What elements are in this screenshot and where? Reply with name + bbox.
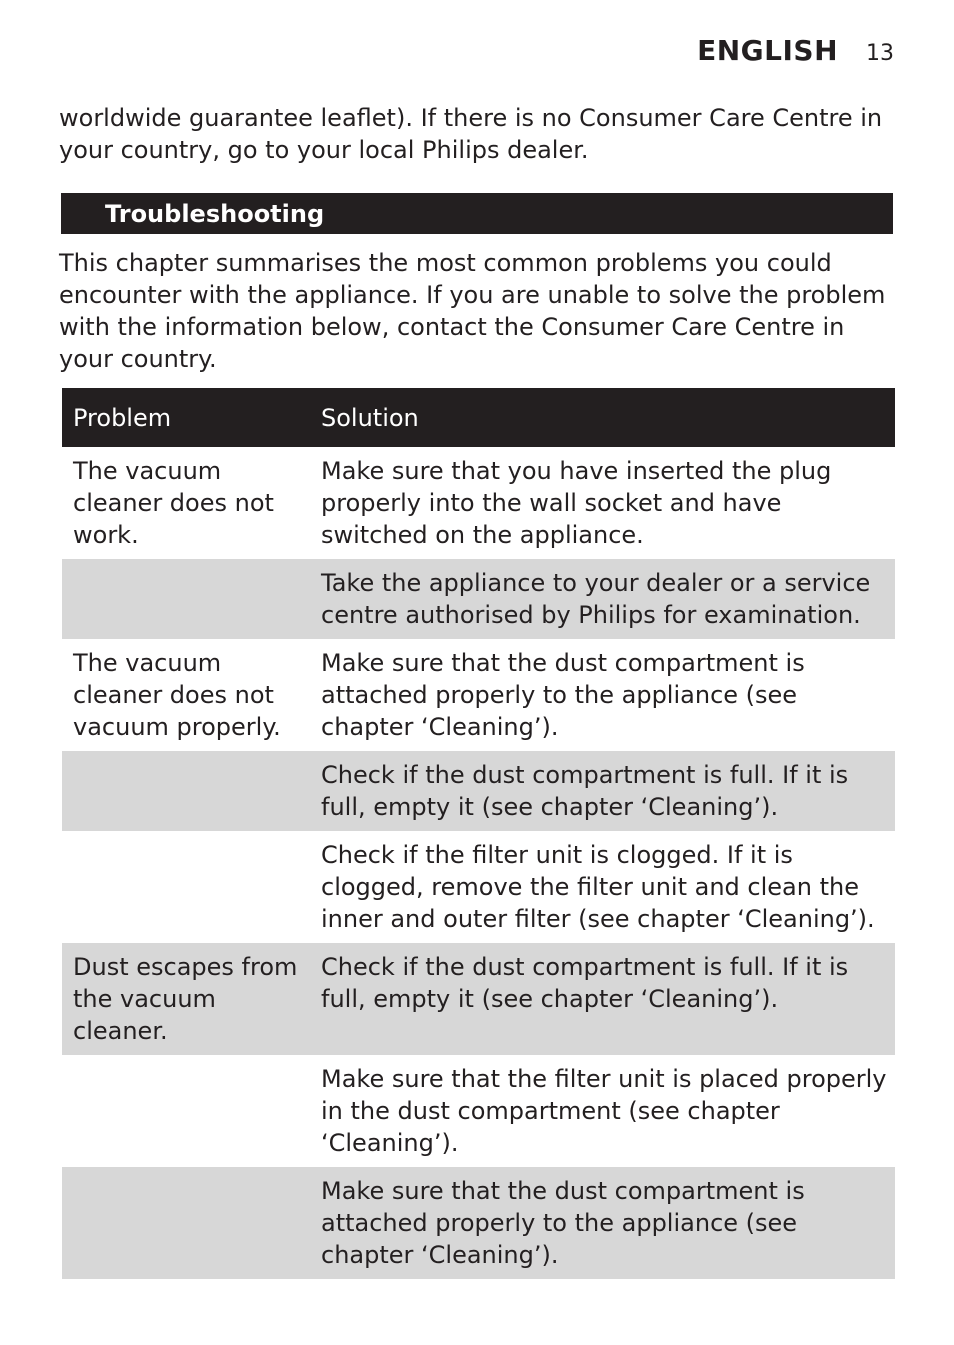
table-row — [62, 1055, 895, 1167]
table-row — [62, 559, 895, 639]
table-row — [62, 639, 895, 751]
solution-cell: Make sure that the dust compartment is attached properly to the appliance (see chapter ‘Cleaning’). — [321, 649, 805, 741]
solution-cell: Check if the dust compartment is full. If it is full, empty it (see chapter ‘Cleaning’). — [310, 751, 895, 831]
solution-cell: Make sure that the dust compartment is attached properly to the appliance (see chapter ‘Cleaning’). — [310, 1167, 895, 1279]
solution-cell: Check if the dust compartment is full. If it is full, empty it (see chapter ‘Cleaning’). — [310, 943, 895, 1055]
problem-cell — [62, 1167, 310, 1279]
solution-cell: Take the appliance to your dealer or a service centre authorised by Philips for examination. — [310, 559, 895, 639]
problem-cell: Dust escapes from the vacuum cleaner. — [62, 943, 310, 1055]
column-header-problem: Problem — [62, 388, 310, 447]
problem-cell: The vacuum cleaner does not vacuum properly. — [73, 649, 281, 741]
section-description: This chapter summarises the most common problems you could encounter with the appliance. If you are unable to solve the problem with the information below, contact the Consumer Care Centre in your country. — [59, 249, 886, 373]
language-label: ENGLISH — [697, 34, 838, 67]
column-header-solution: Solution — [310, 388, 895, 447]
problem-cell — [62, 751, 310, 831]
section-title: Troubleshooting — [105, 199, 325, 228]
problem-cell — [62, 1055, 310, 1167]
table-row — [62, 943, 895, 1055]
solution-cell: Make sure that you have inserted the plug properly into the wall socket and have switched on the appliance. — [321, 457, 832, 549]
problem-cell: The vacuum cleaner does not work. — [73, 457, 274, 549]
section-heading-bar — [61, 193, 893, 234]
intro-paragraph: worldwide guarantee leaflet). If there is no Consumer Care Centre in your country, go to your local Philips dealer. — [59, 104, 883, 164]
problem-cell — [62, 559, 310, 639]
table-header-row — [62, 388, 895, 447]
table-row — [62, 831, 895, 943]
solution-cell: Make sure that the filter unit is placed properly in the dust compartment (see chapter ‘Cleaning’). — [321, 1065, 887, 1157]
problem-cell — [62, 831, 310, 943]
table-row — [62, 447, 895, 559]
table-body — [62, 447, 895, 1279]
solution-cell: Check if the filter unit is clogged. If it is clogged, remove the filter unit and clean the inner and outer filter (see chapter ‘Cleaning’). — [321, 841, 875, 933]
table-row — [62, 1167, 895, 1279]
table-row — [62, 751, 895, 831]
troubleshooting-table — [62, 388, 895, 1279]
page-number: 13 — [866, 41, 894, 66]
page-header — [697, 34, 894, 67]
